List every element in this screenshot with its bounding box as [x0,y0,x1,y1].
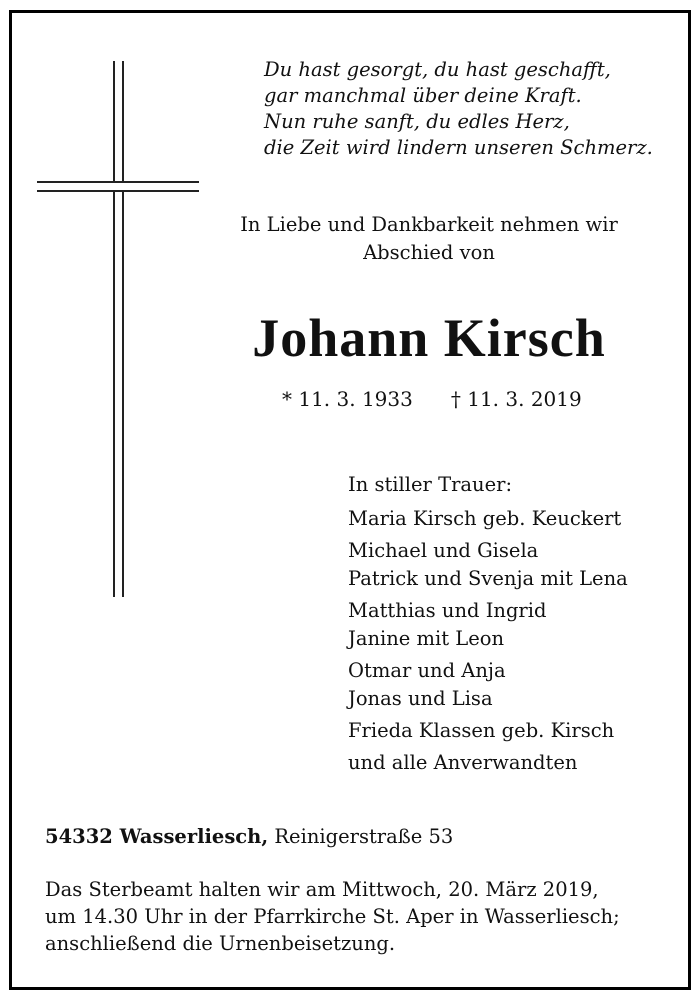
intro-line: In Liebe und Dankbarkeit nehmen wir [240,213,618,236]
address-place: 54332 Wasserliesch, [45,825,269,848]
mourner-entry: Frieda Klassen geb. Kirsch [348,719,615,742]
ceremony-line: um 14.30 Uhr in der Pfarrkirche St. Aper in Wasserliesch; [45,905,620,928]
mourner-group [348,749,678,777]
cross-vertical-beam [113,61,124,597]
mourner-group [348,537,678,593]
mourner-entry: Patrick und Svenja mit Lena [348,567,628,590]
farewell-intro [192,211,666,267]
mourner-group [348,597,678,653]
poem-line: Du hast gesorgt, du hast geschafft, [264,58,611,81]
memorial-poem [264,57,674,161]
obituary-notice [9,10,691,990]
intro-line: Abschied von [363,241,495,264]
death-date: † 11. 3. 2019 [450,387,582,411]
mourner-entry: und alle Anverwandten [348,751,578,774]
cross-horizontal-beam [37,181,199,192]
poem-line: Nun ruhe sanft, du edles Herz, [264,110,570,133]
mourner-entry: Michael und Gisela [348,539,539,562]
mourner-entry: Janine mit Leon [348,627,505,650]
mourner-group [348,657,678,713]
mourner-entry: Otmar und Anja [348,659,506,682]
life-dates [282,385,612,413]
mourner-entry: Jonas und Lisa [348,687,493,710]
address [45,823,665,851]
cross-intersection [115,183,118,190]
address-street: Reinigerstraße 53 [274,825,454,848]
ceremony-line: Das Sterbeamt halten wir am Mittwoch, 20. März 2019, [45,878,599,901]
ceremony-line: anschließend die Urnenbeisetzung. [45,932,396,955]
funeral-details [45,876,685,957]
poem-line: gar manchmal über deine Kraft. [264,84,582,107]
mourner-group [348,717,678,745]
mourner-entry: Matthias und Ingrid [348,599,547,622]
mourner-group [348,505,678,533]
poem-line: die Zeit wird lindern unseren Schmerz. [264,136,653,159]
deceased-name: Johann Kirsch [252,308,606,368]
birth-date: * 11. 3. 1933 [282,387,413,411]
mourners-title: In stiller Trauer: [348,473,513,496]
mourners-list [348,471,678,781]
mourner-entry: Maria Kirsch geb. Keuckert [348,507,622,530]
